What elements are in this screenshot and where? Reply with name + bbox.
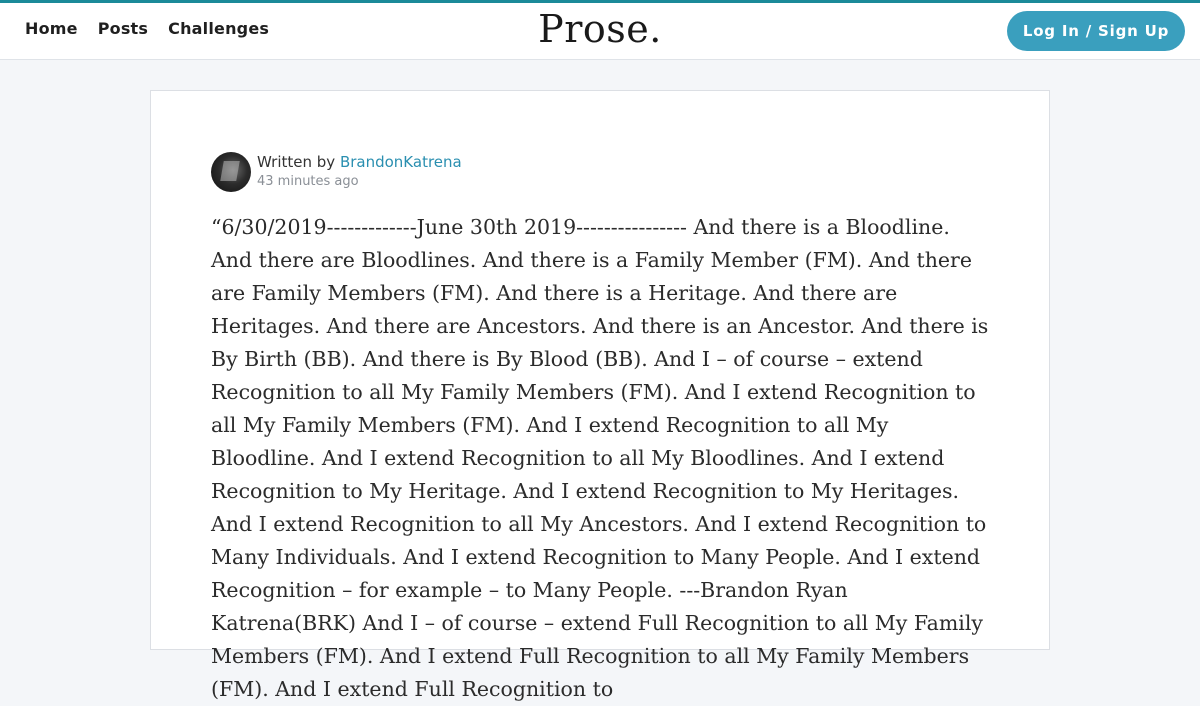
post-card [150, 90, 1050, 701]
post-timestamp: 43 minutes ago [257, 174, 359, 189]
author-name-link[interactable]: BrandonKatrena [339, 153, 462, 171]
written-by-label: Written by [257, 153, 340, 171]
nav-home-link[interactable]: Home [25, 19, 78, 38]
nav-challenges-link[interactable]: Challenges [168, 19, 270, 38]
author-meta [257, 153, 462, 189]
top-navbar [0, 0, 1200, 60]
post-body-text: “6/30/2019-------------June 30th 2019---------------- And there is a Bloodline. And there are Bloodlines. And there is a Family Member (FM). And there are Family Members (FM). And there is a Heritage. And there are Heritages. And there are Ancestors. And there is an Ancestor. And there is By Birth (BB). And there is By Blood (BB). And I – of course – extend Recognition to all My Family Members (FM). And I extend Recognition to all My Family Members (FM). And I extend Recognition to all My Bloodline. And I extend Recognition to all My Bloodlines. And I extend Recognition to My Heritage. And I extend Recognition to My Heritages. And I extend Recognition to all My Ancestors. And I extend Recognition to Many Individuals. And I extend Recognition to Many People. And I extend Recognition – for example – to Many People. ---Brandon Ryan Katrena(BRK) And I – of course – extend Full Recognition to all My Family Members (FM). And I extend Full Recognition to all My Family Members (FM). And I extend Full Recognition to [211, 215, 989, 701]
author-avatar[interactable] [211, 152, 251, 192]
nav-posts-link[interactable]: Posts [97, 19, 149, 38]
site-logo[interactable]: Prose. [538, 7, 662, 51]
author-block [211, 152, 462, 192]
login-signup-button[interactable]: Log In / Sign Up [1007, 11, 1185, 51]
written-by-line [257, 153, 462, 171]
